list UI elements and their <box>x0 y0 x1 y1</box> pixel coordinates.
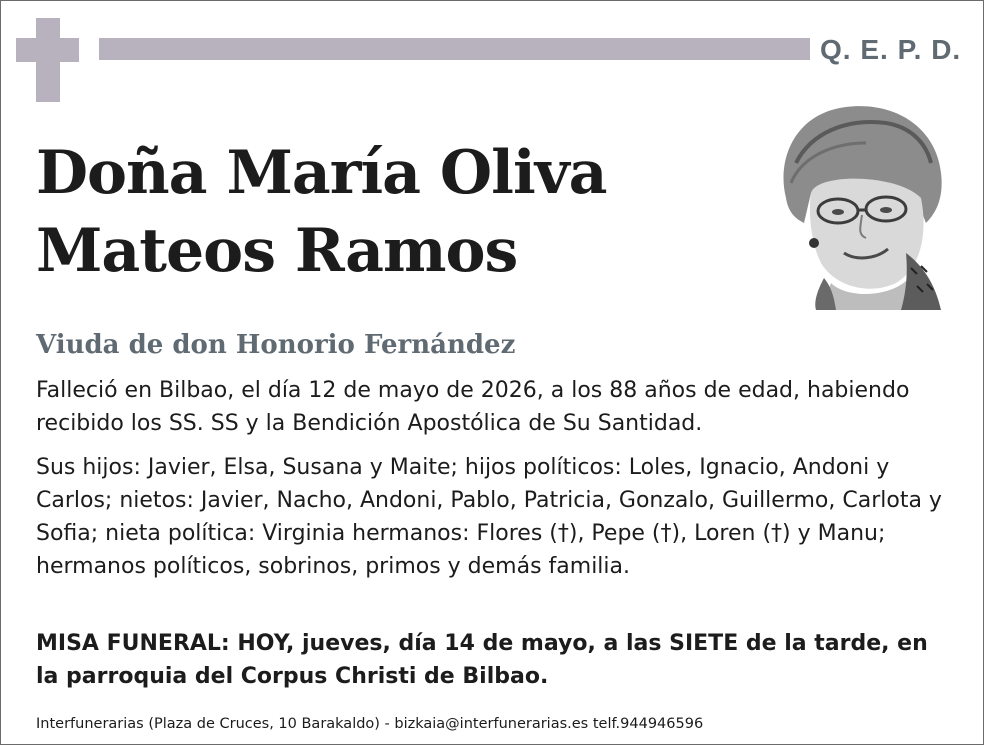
qepd-label: Q. E. P. D. <box>820 34 962 65</box>
deceased-name-line1: Doña María Oliva <box>36 138 607 208</box>
portrait-photo <box>776 103 948 310</box>
funeral-mass-paragraph: MISA FUNERAL: HOY, jueves, día 14 de mayo, a las SIETE de la tarde, en la parroquia del Corpus Christi de Bilbao. <box>36 631 928 689</box>
cross-horizontal-bar <box>16 38 79 62</box>
funeral-home-footer: Interfunerarias (Plaza de Cruces, 10 Barakaldo) - bizkaia@interfunerarias.es telf.944946596 <box>36 716 704 732</box>
widow-of-subtitle: Viuda de don Honorio Fernández <box>36 330 516 360</box>
header-divider-bar <box>99 38 810 60</box>
deceased-name-line2: Mateos Ramos <box>36 216 518 286</box>
family-paragraph: Sus hijos: Javier, Elsa, Susana y Maite; hijos políticos: Loles, Ignacio, Andoni y Carlos; nietos: Javier, Nacho, Andoni, Pablo, Patricia, Gonzalo, Guillermo, Carlota y Sofia; nieta política: Virginia hermanos: Flores (†), Pepe (†), Loren (†) y Manu; hermanos políticos, sobrinos, primos y demás familia. <box>36 455 942 579</box>
deceased-name <box>36 134 776 290</box>
death-notice-paragraph: Falleció en Bilbao, el día 12 de mayo de 2026, a los 88 años de edad, habiendo recibido los SS. SS y la Bendición Apostólica de Su Santidad. <box>36 378 910 436</box>
